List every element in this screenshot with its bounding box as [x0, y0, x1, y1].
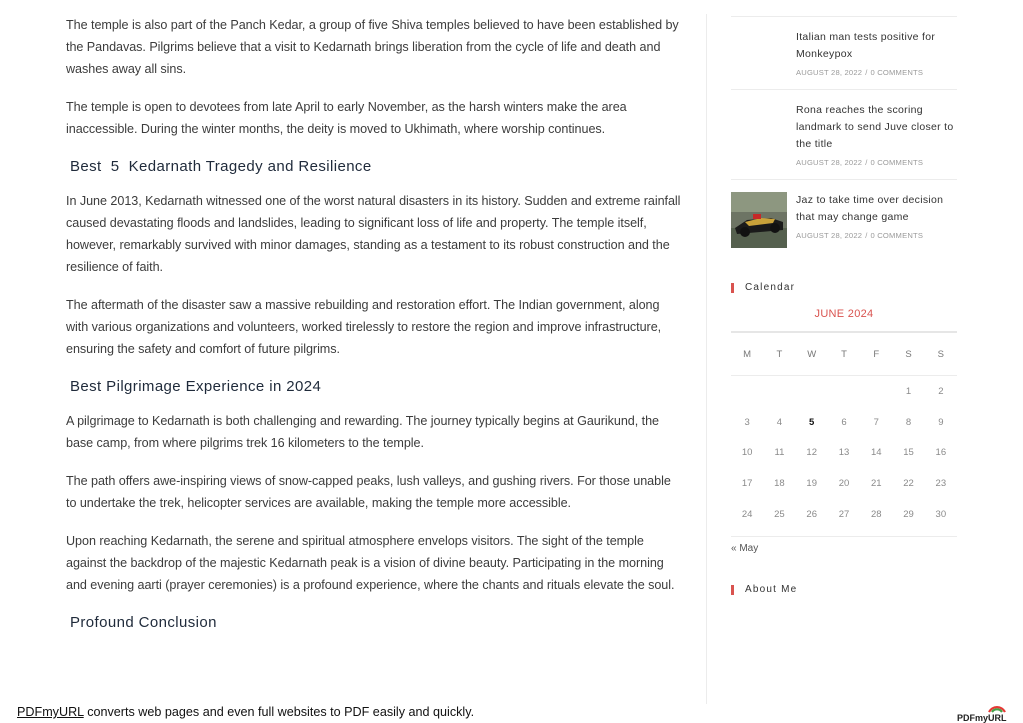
- calendar-week: [731, 468, 957, 499]
- comments-link[interactable]: 0 COMMENTS: [870, 158, 924, 167]
- calendar-day: 2: [938, 385, 944, 397]
- pdf-footer: [17, 705, 474, 719]
- comments-link[interactable]: 0 COMMENTS: [870, 68, 924, 77]
- post-meta: [796, 231, 957, 240]
- calendar-day: 23: [935, 478, 947, 490]
- calendar-week: [731, 376, 957, 407]
- article-paragraph: Upon reaching Kedarnath, the serene and spiritual atmosphere envelops visitors. The sight of the temple against the backdrop of the majestic Kedarnath peak is a vision of divine beauty. Participating in the morning and evening aarti (prayer ceremonies) is a profound experience, where the chants and rituals elevate the soul.: [66, 534, 675, 592]
- recent-posts-widget: [731, 16, 957, 252]
- calendar-week: [731, 438, 957, 469]
- comments-link[interactable]: 0 COMMENTS: [870, 231, 924, 240]
- post-title-link[interactable]: Rona reaches the scoring landmark to send Juve closer to the title: [796, 104, 954, 150]
- calendar-widget: [731, 308, 957, 554]
- calendar-weekday: F: [860, 332, 892, 376]
- calendar-day: 25: [774, 509, 785, 521]
- post-meta: [796, 158, 957, 167]
- calendar-weekday-row: [731, 332, 957, 376]
- post-title-link[interactable]: Italian man tests positive for Monkeypox: [796, 31, 936, 60]
- post-title-link[interactable]: Jaz to take time over decision that may change game: [796, 194, 944, 223]
- calendar-weekday: M: [731, 332, 763, 376]
- calendar-day: 30: [935, 509, 947, 521]
- meta-separator: /: [865, 158, 868, 167]
- calendar-day: 6: [841, 416, 847, 428]
- calendar-week: [731, 407, 957, 438]
- calendar-day: 1: [905, 385, 912, 397]
- section-heading: Profound Conclusion: [70, 614, 217, 631]
- article-paragraph: The temple is also part of the Panch Kedar, a group of five Shiva temples believed to have been established by the Pandavas. Pilgrims believe that a visit to Kedarnath brings liberation from the cycle of life and death and washes away all sins.: [66, 18, 679, 76]
- calendar-widget-title: Calendar: [731, 282, 795, 293]
- calendar-day: 24: [741, 509, 753, 521]
- article-paragraph: In June 2013, Kedarnath witnessed one of the worst natural disasters in its history. Sudden and extreme rainfall caused devastating floods and landslides, leading to significant loss of life and property. The temple itself, however, remarkably survived with minor damages, standing as a testament to its robust construction and the resilience of faith.: [66, 194, 681, 274]
- post-thumbnail-racing-car[interactable]: [731, 192, 787, 248]
- recent-post[interactable]: [731, 179, 957, 252]
- calendar-day: 12: [806, 447, 817, 459]
- meta-separator: /: [865, 231, 868, 240]
- post-date: AUGUST 28, 2022: [796, 68, 863, 77]
- calendar-empty-cell: [763, 376, 795, 407]
- calendar-weekday: S: [892, 332, 924, 376]
- article-paragraph: The aftermath of the disaster saw a massive rebuilding and restoration effort. The Indian government, along with various organizations and volunteers, worked tirelessly to restore the region and improve infrastructure, ensuring the safety and comfort of future pilgrims.: [66, 298, 662, 356]
- footer-text: converts web pages and even full websites to PDF easily and quickly.: [83, 705, 475, 719]
- calendar-day: 20: [838, 478, 850, 490]
- calendar-day: 15: [903, 447, 914, 459]
- calendar-day: 18: [774, 478, 785, 490]
- calendar-empty-cell: [828, 376, 860, 407]
- pdfmyurl-link[interactable]: PDFmyURL: [17, 705, 84, 719]
- article-paragraph: The temple is open to devotees from late April to early November, as the harsh winters make the area inaccessible. During the winter months, the deity is moved to Ukhimath, where worship continues.: [66, 100, 627, 136]
- recent-post[interactable]: [731, 89, 957, 179]
- calendar-caption: JUNE 2024: [814, 308, 874, 320]
- calendar-week: [731, 499, 957, 530]
- calendar-day: 10: [741, 447, 753, 459]
- calendar-day: 16: [935, 447, 947, 459]
- calendar-weekday: T: [763, 332, 795, 376]
- column-divider: [706, 14, 707, 704]
- calendar-empty-cell: [860, 376, 892, 407]
- pdfmyurl-logo-icon[interactable]: [957, 705, 1007, 723]
- calendar-day: 17: [741, 478, 753, 490]
- post-meta: [796, 68, 957, 77]
- calendar-day: 27: [838, 509, 850, 521]
- calendar-empty-cell: [731, 376, 763, 407]
- post-date: AUGUST 28, 2022: [796, 231, 863, 240]
- calendar-day: 13: [838, 447, 850, 459]
- section-heading: Best 5 Kedarnath Tragedy and Resilience: [70, 158, 372, 175]
- about-widget-title: About Me: [731, 584, 797, 595]
- article-paragraph: A pilgrimage to Kedarnath is both challenging and rewarding. The journey typically begins at Gaurikund, the base camp, from where pilgrims trek 16 kilometers to the temple.: [66, 414, 659, 450]
- article-body: [66, 14, 681, 646]
- calendar-day: 29: [903, 509, 914, 521]
- calendar-weekday: S: [925, 332, 957, 376]
- calendar-day: 4: [776, 416, 783, 428]
- calendar-day: 14: [870, 447, 882, 459]
- calendar-day: 5: [809, 416, 815, 428]
- calendar-day: 28: [870, 509, 882, 521]
- section-heading: Best Pilgrimage Experience in 2024: [70, 378, 322, 395]
- calendar-empty-cell: [796, 376, 828, 407]
- calendar-day: 19: [806, 478, 817, 490]
- post-date: AUGUST 28, 2022: [796, 158, 863, 167]
- calendar-day: 3: [744, 416, 750, 428]
- logo-wordmark: PDFmyURL: [957, 713, 1007, 723]
- calendar-day: 11: [774, 447, 785, 459]
- calendar-day: 21: [870, 478, 882, 490]
- calendar-day: 8: [905, 416, 912, 428]
- calendar-day: 9: [938, 416, 944, 428]
- calendar-days: [731, 376, 957, 530]
- calendar-weekday: W: [796, 332, 828, 376]
- prev-month-link[interactable]: « May: [731, 542, 759, 554]
- calendar-nav: [731, 536, 957, 554]
- calendar-day: 22: [903, 478, 914, 490]
- calendar-table: [731, 331, 957, 530]
- meta-separator: /: [865, 68, 868, 77]
- calendar-weekday: T: [828, 332, 860, 376]
- calendar-day: 7: [873, 416, 879, 428]
- article-paragraph: The path offers awe-inspiring views of snow-capped peaks, lush valleys, and gushing rivers. For those unable to undertake the trek, helicopter services are available, making the temple more accessible.: [66, 474, 671, 510]
- recent-post[interactable]: [731, 16, 957, 89]
- calendar-day: 26: [806, 509, 817, 521]
